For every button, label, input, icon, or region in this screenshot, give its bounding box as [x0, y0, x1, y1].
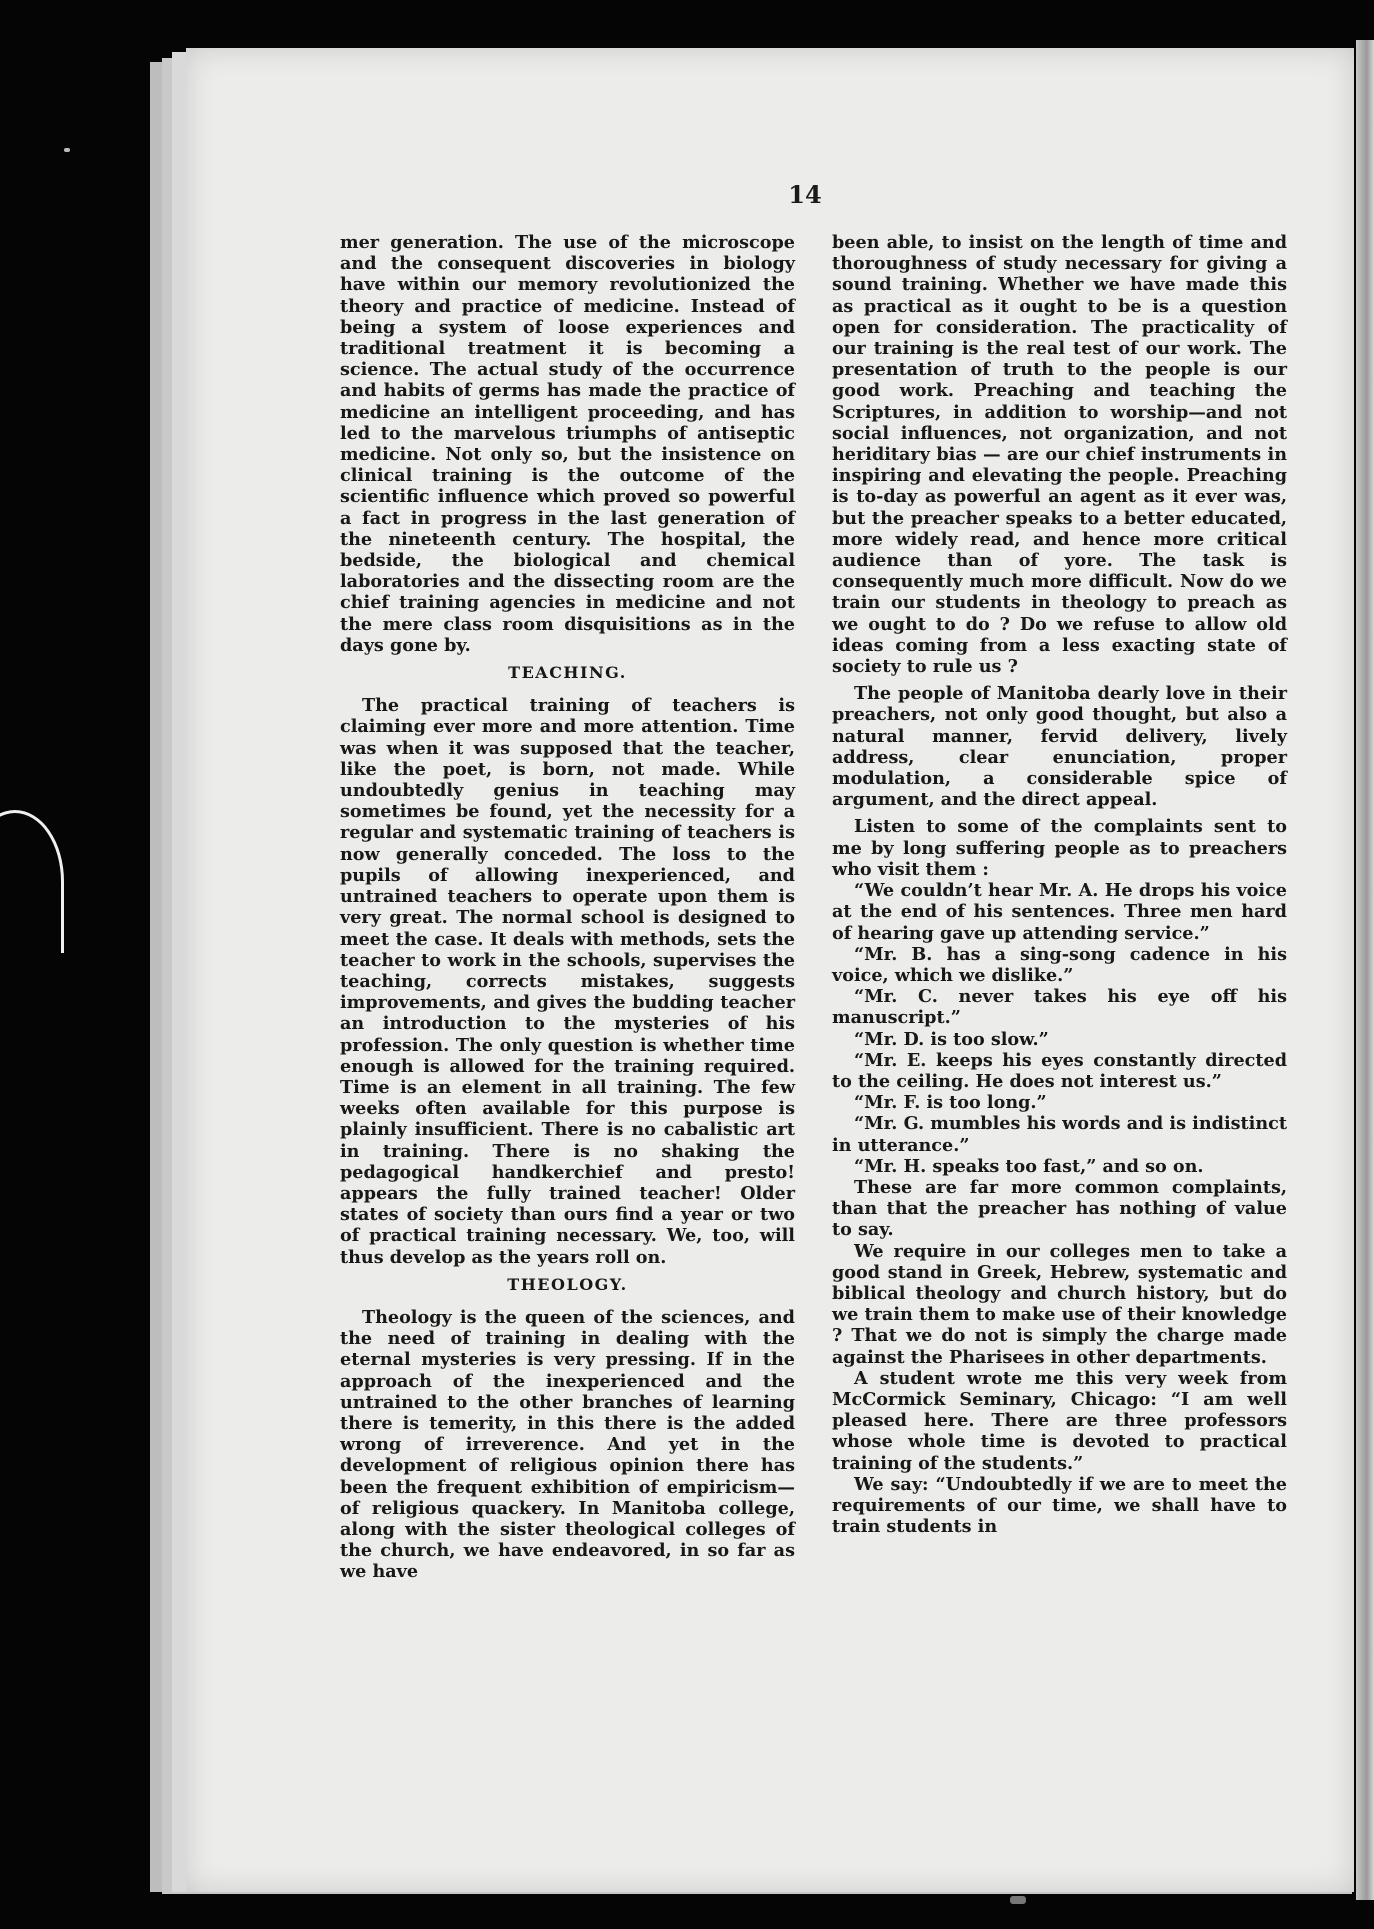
paragraph: been able, to insist on the length of time and thoroughness of study necessary for giving a sound training. Whether we have made this as practical as it ought to be is a question open for consideration. The practicality of our training is the real test of our work. The presentation of truth to the people is our good work. Preaching and teaching the Scriptures, in addition to worship—and not social influences, not organization, and not heriditary bias — are our chief instruments in inspiring and elevating the people. Preaching is to-day as powerful an agent as it ever was, but the preacher speaks to a better educated, more widely read, and hence more critical audience than of yore. The task is consequently much more difficult. Now do we train our students in theology to preach as we ought to do ? Do we refuse to allow old ideas coming from a less exacting state of society to rule us ? — [832, 232, 1287, 678]
quoted-complaint: “We couldn’t hear Mr. A. He drops his voice at the end of his sentences. Three men hard of hearing gave up attending service.” — [832, 880, 1287, 944]
paragraph: The people of Manitoba dearly love in their preachers, not only good thought, but also a natural manner, fervid delivery, lively address, clear enunciation, proper modulation, a considerable spice of argument, and the direct appeal. — [832, 683, 1287, 811]
quoted-complaint: “Mr. G. mumbles his words and is indistinct in utterance.” — [832, 1113, 1287, 1156]
scan-mark — [1010, 1896, 1026, 1904]
quoted-complaint: “Mr. B. has a sing-song cadence in his voice, which we dislike.” — [832, 943, 1287, 986]
left-text-column — [340, 232, 795, 1583]
paragraph: We require in our colleges men to take a good stand in Greek, Hebrew, systematic and biblical theology and church history, but do we train them to make use of their knowledge ? That we do not is simply the charge made against the Pharisees in other departments. — [832, 1240, 1287, 1368]
quoted-complaint: “Mr. E. keeps his eyes constantly directed to the ceiling. He does not interest us.” — [832, 1049, 1287, 1092]
binding-ring — [0, 810, 64, 953]
scan-speck — [64, 148, 70, 152]
quoted-complaint: “Mr. H. speaks too fast,” and so on. — [854, 1155, 1204, 1177]
paragraph: The practical training of teachers is claiming ever more and more attention. Time was when it was supposed that the teacher, like the poet, is born, not made. While undoubtedly genius in teaching may sometimes be found, yet the necessity for a regular and systematic training of teachers is now generally conceded. The loss to the pupils of allowing inexperienced, and untrained teachers to operate upon them is very great. The normal school is designed to meet the case. It deals with methods, sets the teacher to work in the schools, supervises the teaching, corrects mistakes, suggests improvements, and gives the budding teacher an introduction to the mysteries of his profession. The only question is whether time enough is allowed for the training required. Time is an element in all training. The few weeks often available for this purpose is plainly insufficient. There is no cabalistic art in training. There is no shaking the pedagogical handkerchief and presto! appears the fully trained teacher! Older states of society than ours find a year or two of practical training necessary. We, too, will thus develop as the years roll on. — [340, 695, 795, 1268]
quoted-complaint: “Mr. F. is too long.” — [854, 1092, 1047, 1114]
paragraph: Theology is the queen of the sciences, and the need of training in dealing with the eternal mysteries is very pressing. If in the approach of the inexperienced and the untrained to the other branches of learning there is temerity, in this there is the added wrong of irreverence. And yet in the development of religious opinion there has been the frequent exhibition of empiricism—of religious quackery. In Manitoba college, along with the sister theological colleges of the church, we have endeavored, in so far as we have — [340, 1306, 795, 1583]
quoted-complaint: “Mr. C. never takes his eye off his manuscript.” — [832, 986, 1287, 1029]
paragraph: These are far more common complaints, than that the preacher has nothing of value to say. — [832, 1176, 1287, 1241]
right-text-column — [832, 232, 1287, 1537]
paragraph: mer generation. The use of the microscope and the consequent discoveries in biology have within our memory revolutionized the theory and practice of medicine. Instead of being a system of loose experiences and traditional treatment it is becoming a science. The actual study of the occurrence and habits of germs has made the practice of medicine an intelligent proceeding, and has led to the marvelous triumphs of antiseptic medicine. Not only so, but the insistence on clinical training is the outcome of the scientific influence which proved so powerful a fact in progress in the last generation of the nineteenth century. The hospital, the bedside, the biological and chemical laboratories and the dissecting room are the chief training agencies in medicine and not the mere class room disquisitions as in the days gone by. — [340, 232, 795, 656]
quoted-complaint: “Mr. D. is too slow.” — [854, 1028, 1049, 1050]
paragraph: Listen to some of the complaints sent to me by long suffering people as to preachers who visit them : — [832, 816, 1287, 880]
page-number: 14 — [788, 180, 822, 209]
paragraph: A student wrote me this very week from McCormick Seminary, Chicago: “I am well pleased here. There are three professors whose whole time is devoted to practical training of the students.” — [832, 1367, 1287, 1474]
section-heading-theology: THEOLOGY. — [507, 1274, 628, 1294]
page-right-edge — [1356, 40, 1374, 1900]
paragraph: We say: “Undoubtedly if we are to meet the requirements of our time, we shall have to train students in — [832, 1473, 1287, 1538]
section-heading-teaching: TEACHING. — [508, 663, 627, 683]
